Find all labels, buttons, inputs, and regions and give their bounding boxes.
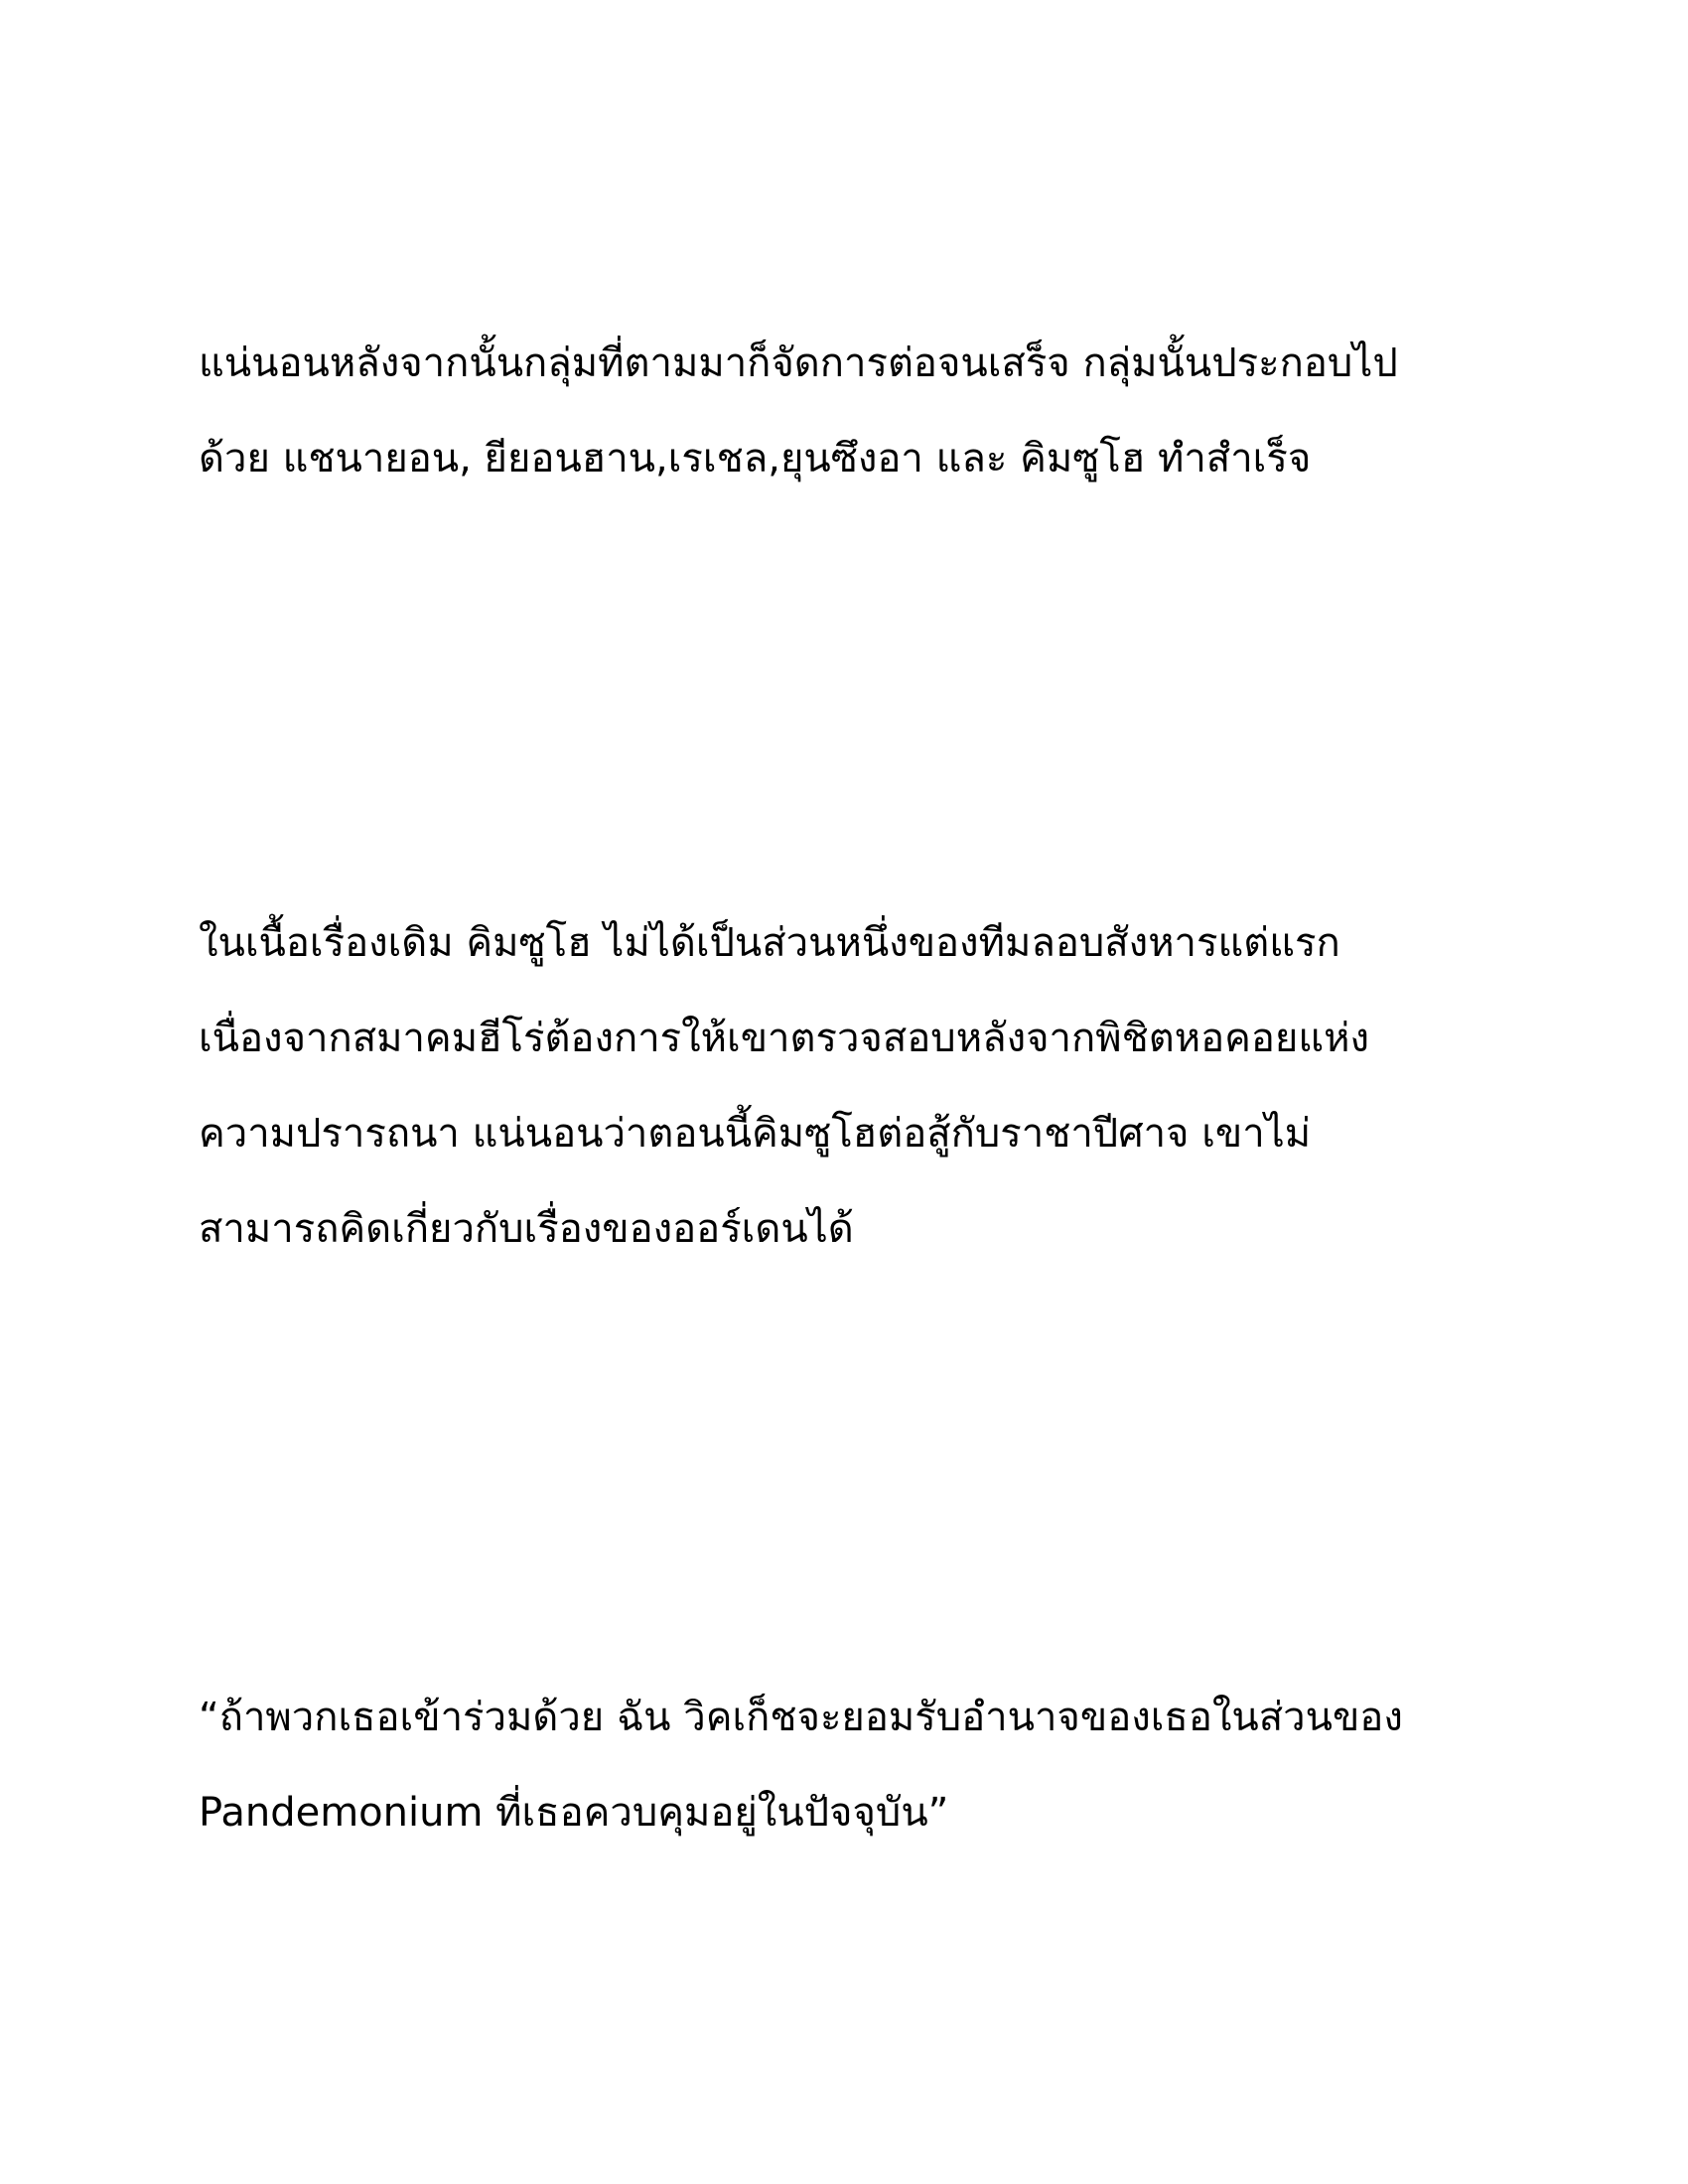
paragraph-line: ความปรารถนา แน่นอนว่าตอนนี้คิมซูโฮต่อสู้กับราชาปีศาจ เขาไม่ — [199, 1111, 1312, 1157]
paragraph-2 — [199, 895, 1519, 1277]
paragraph-line: Pandemonium ที่เธอควบคุมอยู่ในปัจจุบัน” — [199, 1790, 949, 1836]
paragraph-3 — [199, 1670, 1519, 1860]
paragraph-1 — [199, 316, 1519, 506]
paragraph-line: เนื่องจากสมาคมฮีโร่ต้องการให้เขาตรวจสอบหลังจากพิชิตหอคอยแห่ง — [199, 1016, 1370, 1061]
paragraph-line: สามารถคิดเกี่ยวกับเรื่องของออร์เดนได้ — [199, 1206, 854, 1252]
paragraph-line: ในเนื้อเรื่องเดิม คิมซูโฮ ไม่ได้เป็นส่วนหนึ่งของทีมลอบสังหารแต่แรก — [199, 920, 1340, 966]
paragraph-line: แน่นอนหลังจากนั้นกลุ่มที่ตามมาก็จัดการต่อจนเสร็จ กลุ่มนั้นประกอบไป — [199, 341, 1398, 386]
paragraph-line: “ถ้าพวกเธอเข้าร่วมด้วย ฉัน วิคเก็ชจะยอมรับอำนาจของเธอในส่วนของ — [199, 1695, 1403, 1740]
paragraph-line: ด้วย แชนายอน, ยียอนฮาน,เรเชล,ยุนซึงอา และ คิมซูโฮ ทำสำเร็จ — [199, 436, 1312, 481]
